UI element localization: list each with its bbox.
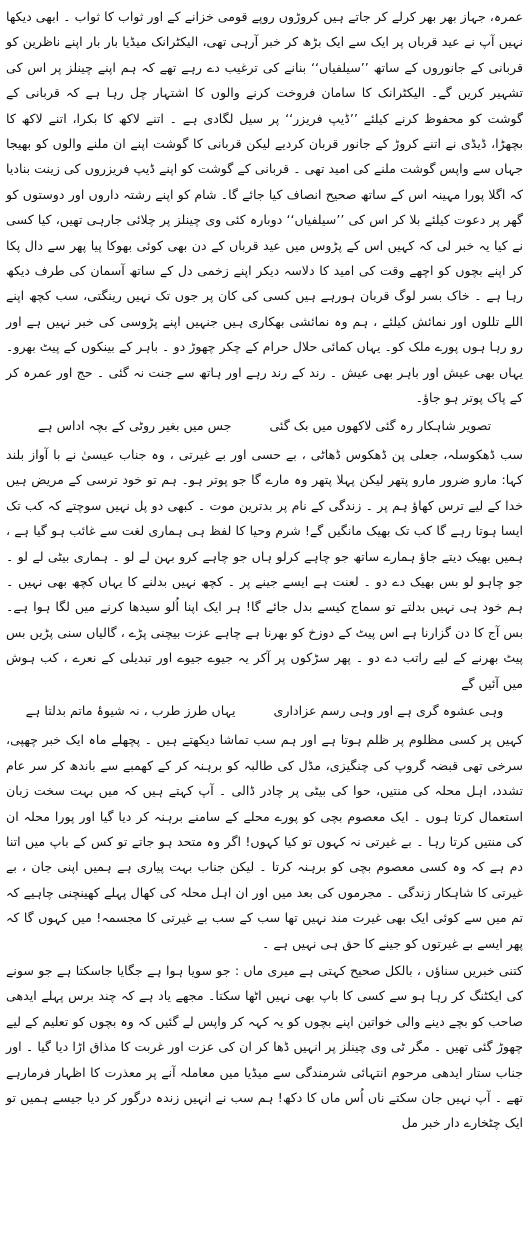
verse-1-second-line: جس میں بغیر روٹی کے بچہ اداس ہے (37, 417, 232, 433)
article-paragraph-2: سب ڈھکوسلہ، جعلی پن ڈھکوس ڈھاٹی ، بے حسی اور بے غیرتی ، وہ جناب عیسیٰ نے با آواز بلند کہا: مارو ضرور مارو پتھر لیکن پہلا پتھر وہ مارے گا جو پوتر ہو۔ ہم تو خود ترسی کے مریض ہیں خدا کے لیے ترس کھاؤ ہم پر ۔ زندگی کے نام پر بدترین موت ۔ کبھی دو پل نہیں سوچتے کہ کب تک ایسا ہوتا رہے گا کب تک بھیک مانگیں گے! شرم وحیا کا لفظ ہی ہماری لغت سے غائب ہو گیا ہے ، ہمیں بھیک دیتے جاؤ ہمارے ساتھ جو چاہے کرلو ہاں جو چاہے کرو بہن لے لو ۔ ہماری بیٹی لے لو ۔ جو چاہو لو بس بھیک دے دو ۔ لعنت ہے ایسے جینے پر ۔ کچھ نہیں بدلنے کا یہاں کچھ بھی نہیں ۔ ہم خود ہی نہیں بدلتے تو سماج کیسے بدل جائے گا! ہر ایک اپنا اُلو سیدھا کرنے میں لگا ہوا ہے۔ بس آج کا دن گزارنا ہے اس پیٹ کے دوزخ کو بھرنا ہے چاہے عزت بیچنی پڑے ، گالیاں سنی پڑیں بس پیٹ بھرنے کے لیے راتب دے دو ۔ پھر سڑکوں پر آکر یہ جیوے جیوے اور تبدیلی کے نعرے ، کب ہوش میں آئیں گے (6, 446, 523, 691)
verse-2-first-line: وہی عشوہ گری ہے اور وہی رسم عزاداری (273, 702, 504, 718)
article-paragraph-1: عمرہ، جہاز بھر بھر کرلے کر جاتے ہیں کروڑوں روپے قومی خزانے کے اور ثواب کا ثواب ۔ ابھی دیکھا نہیں آپ نے عید قرباں پر ایک سے ایک بڑھ کر خبر آرہی تھی، الیکٹرانک میڈیا بار بار اپنے ناظرین کو قربانی کے جانوروں کے ساتھ ’’سیلفیاں‘‘ بنانے کی ترغیب دے رہے تھے کہ ہم اپنے چینلز پر اس کی تشہیر کریں گے۔ الیکٹرانک کا سامان فروخت کرنے والوں کا اشتہار چل رہا ہے کہ قربانی کے گوشت کو محفوظ کرنے کیلئے ’’ڈیپ فریزر‘‘ پر سیل لگادی ہے ۔ اتنے لاکھ کا بکرا، اتنے لاکھ کا بچھڑا، ڈیڈی نے اتنے کروڑ کے جانور قربان کردیے لیکن قربانی کا گوشت اپنے ان ملنے والوں کو بھیجا جہاں سے واپس گوشت ملنے کی امید تھی ۔ قربانی کے گوشت کو اپنے ڈیپ فریزروں کی زینت بنادیا کہ اگلا پورا مہینہ اس کے ساتھ صحیح انصاف کیا جائے گا۔ شام کو اپنے رشتہ داروں اور دوستوں کو گھر پر دعوت کیلئے بلا کر اس کی ’’سیلفیاں‘‘ دوبارہ کئی وی چینلز پر چلائی جارہی تھیں، کیا کسی نے کیا یہ خبر لی کہ کہیں اس کے پڑوس میں عید قرباں کے دن بھی کوئی بھوکا پیا پھر سے دال پکا کر اپنے بچوں کو اچھے وقت کی امید کا دلاسہ دیکر اپنے زخمی دل کے ساتھ آسمان کی طرف دیکھ رہا ہے ۔ خاک بسر لوگ قربان ہورہے ہیں کسی کی کان پر جوں تک نہیں رینگتی، سب کچھ اپنے اللے تللوں اور نمائش کیلئے ، ہم وہ نمائشی بھکاری ہیں جنہیں اپنے پڑوسی کی خبر نہیں ہے اور رو رہا ہوں پورے ملک کو۔ یہاں کمائی حلال حرام کے چکر چھوڑ دو ۔ باہر کے بینکوں کے پیٹ بھرو۔ یہاں بھی عیش اور باہر بھی عیش ۔ رند کے رند رہے اور ہاتھ سے جنت نہ گئی ۔ حج اور عمرہ کر کے پاک پوتر ہو جاؤ۔ (6, 9, 523, 406)
article-paragraph-4: کتنی خبریں سناؤں ، بالکل صحیح کہتی ہے میری ماں : جو سویا ہوا ہے جگایا جاسکتا ہے جو سونے کی ایکٹنگ کر رہا ہو سے کسی کا باپ بھی نہیں اٹھا سکتا۔ مجھے یاد ہے کہ چند برس پہلے ایدھی صاحب کو بچے دینے والی خواتین اپنے بچوں کو یہ کہہ کر واپس لے گئیں کہ وہ بچوں کو تعلیم کے لیے چھوڑ گئی تھیں ۔ مگر ٹی وی چینلز پر انہیں ڈھا کر ان کی عزت اور غربت کا مذاق اڑا دیا گیا ۔ اور جناب ستار ایدھی مرحوم انتہائی شرمندگی سے میڈیا میں معاملہ آنے پر معذرت کا اظہار فرمارہے تھے ۔ آپ نہیں جان سکتے ناں اُس ماں کا دکھ! ہم سب نے انہیں زندہ درگور کر دیا جیسے ہمیں تو ایک چٹخارے دار خبر مل (6, 963, 523, 1131)
verse-couplet-2 (6, 698, 523, 723)
verse-2-second-line: یہاں طرز طرب ، نہ شیوۂ ماتم بدلتا ہے (25, 702, 236, 718)
verse-1-first-line: تصویر شاہکار رہ گئی لاکھوں میں بک گئی (269, 417, 492, 433)
article-paragraph-3: کہیں پر کسی مظلوم پر ظلم ہوتا ہے اور ہم سب تماشا دیکھتے ہیں ۔ پچھلے ماہ ایک خبر چھپی، سرخی تھی قبضہ گروپ کی چنگیزی، مڈل کی طالبہ کو برہنہ کر کے کھمبے سے باندھ کر سر عام تشدد، اہل محلہ کی منتیں، حوا کی بیٹی پر چادر ڈالی ۔ آپ کہتے ہیں کہ میں بہت سخت زبان استعمال کرتا ہوں ۔ ایک معصوم بچی کو پورے محلے کے سامنے برہنہ کر دیا گیا اور پورا محلہ ان کی منتیں کرتا رہا ۔ بے غیرتی نہ کہوں تو کیا کہوں! اگر وہ متحد ہو جاتے تو کس کے باپ میں اتنا دم ہے کہ وہ کسی معصوم بچی کو برہنہ کرتا ۔ لیکن جناب بہت پیاری ہے ہمیں اپنی جان ، بے غیرتی کا شاہکار زندگی ۔ مجرموں کی بعد میں اور ان اہل محلہ کی کھال پہلے کھینچنی چاہیے کہ تم میں سے کوئی ایک بھی غیرت مند نہیں تھا سب کے سب بے غیرتی کا مجسمہ! میں کہوں گا کہ پھر ایسے بے غیرتوں کو جینے کا حق ہی نہیں ہے ۔ (6, 732, 523, 951)
verse-couplet-1 (6, 413, 523, 438)
